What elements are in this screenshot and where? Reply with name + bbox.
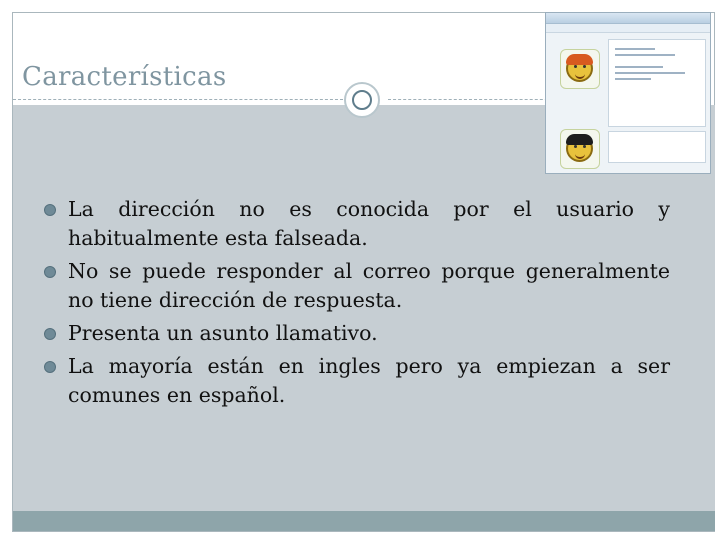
title-divider-left <box>13 99 343 100</box>
bullet-dot-icon <box>44 361 56 373</box>
bullet-list <box>44 195 670 414</box>
contact-avatar <box>560 49 600 89</box>
ring-ornament-icon <box>344 82 380 118</box>
bullet-text: No se puede responder al correo porque generalmente no tiene dirección de respuesta. <box>68 259 670 312</box>
footer-bar <box>13 511 715 531</box>
bullet-dot-icon <box>44 204 56 216</box>
messenger-screenshot-image <box>545 12 711 174</box>
bullet-text: Presenta un asunto llamativo. <box>68 321 378 345</box>
user-avatar <box>560 129 600 169</box>
window-titlebar <box>546 13 710 24</box>
bullet-item <box>44 195 670 253</box>
bullet-text: La dirección no es conocida por el usuario y habitualmente esta falseada. <box>68 197 670 250</box>
bullet-item <box>44 257 670 315</box>
window-toolbar <box>546 24 710 33</box>
bullet-item <box>44 319 670 348</box>
bullet-dot-icon <box>44 328 56 340</box>
bullet-text: La mayoría están en ingles pero ya empiezan a ser comunes en español. <box>68 354 670 407</box>
title-divider-right <box>388 99 558 100</box>
bullet-dot-icon <box>44 266 56 278</box>
bullet-item <box>44 352 670 410</box>
slide-title: Características <box>22 62 227 92</box>
conversation-pane <box>608 39 706 127</box>
message-input-pane <box>608 131 706 163</box>
